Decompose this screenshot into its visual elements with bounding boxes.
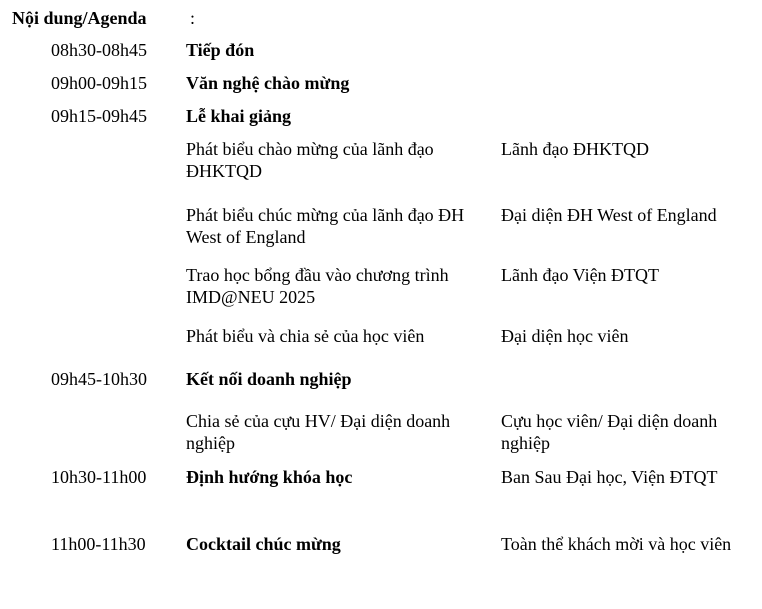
presenter-opening-2: Đại diện ĐH West of England	[501, 205, 717, 225]
agenda-heading: Nội dung/Agenda	[12, 8, 147, 28]
session-orientation: Định hướng khóa học	[186, 467, 353, 487]
time-cocktail: 11h00-11h30	[51, 534, 146, 554]
time-opening: 09h15-09h45	[51, 106, 147, 126]
time-welcome: 08h30-08h45	[51, 40, 147, 60]
presenter-networking-1: Cựu học viên/ Đại diện doanh nghiệp	[501, 411, 718, 453]
presenter-opening-3: Lãnh đạo Viện ĐTQT	[501, 265, 660, 285]
activity-opening-3: Trao học bổng đầu vào chương trình IMD@NEU 2025	[186, 265, 449, 307]
presenter-opening-1: Lãnh đạo ĐHKTQD	[501, 139, 649, 159]
activity-networking-1: Chia sẻ của cựu HV/ Đại diện doanh nghiệp	[186, 411, 451, 453]
session-performance: Văn nghệ chào mừng	[186, 73, 350, 93]
activity-opening-1: Phát biểu chào mừng của lãnh đạo ĐHKTQD	[186, 139, 434, 181]
session-opening: Lễ khai giảng	[186, 106, 292, 126]
time-performance: 09h00-09h15	[51, 73, 147, 93]
activity-opening-4: Phát biểu và chia sẻ của học viên	[186, 326, 425, 346]
session-cocktail: Cocktail chúc mừng	[186, 534, 341, 554]
session-networking: Kết nối doanh nghiệp	[186, 369, 352, 389]
time-orientation: 10h30-11h00	[51, 467, 147, 487]
presenter-orientation: Ban Sau Đại học, Viện ĐTQT	[501, 467, 718, 487]
session-welcome: Tiếp đón	[186, 40, 255, 60]
time-networking: 09h45-10h30	[51, 369, 147, 389]
agenda-heading-colon: :	[190, 8, 196, 28]
activity-opening-2: Phát biểu chúc mừng của lãnh đạo ĐH West of England	[186, 205, 465, 247]
presenter-opening-4: Đại diện học viên	[501, 326, 629, 346]
presenter-cocktail: Toàn thể khách mời và học viên	[501, 534, 732, 554]
